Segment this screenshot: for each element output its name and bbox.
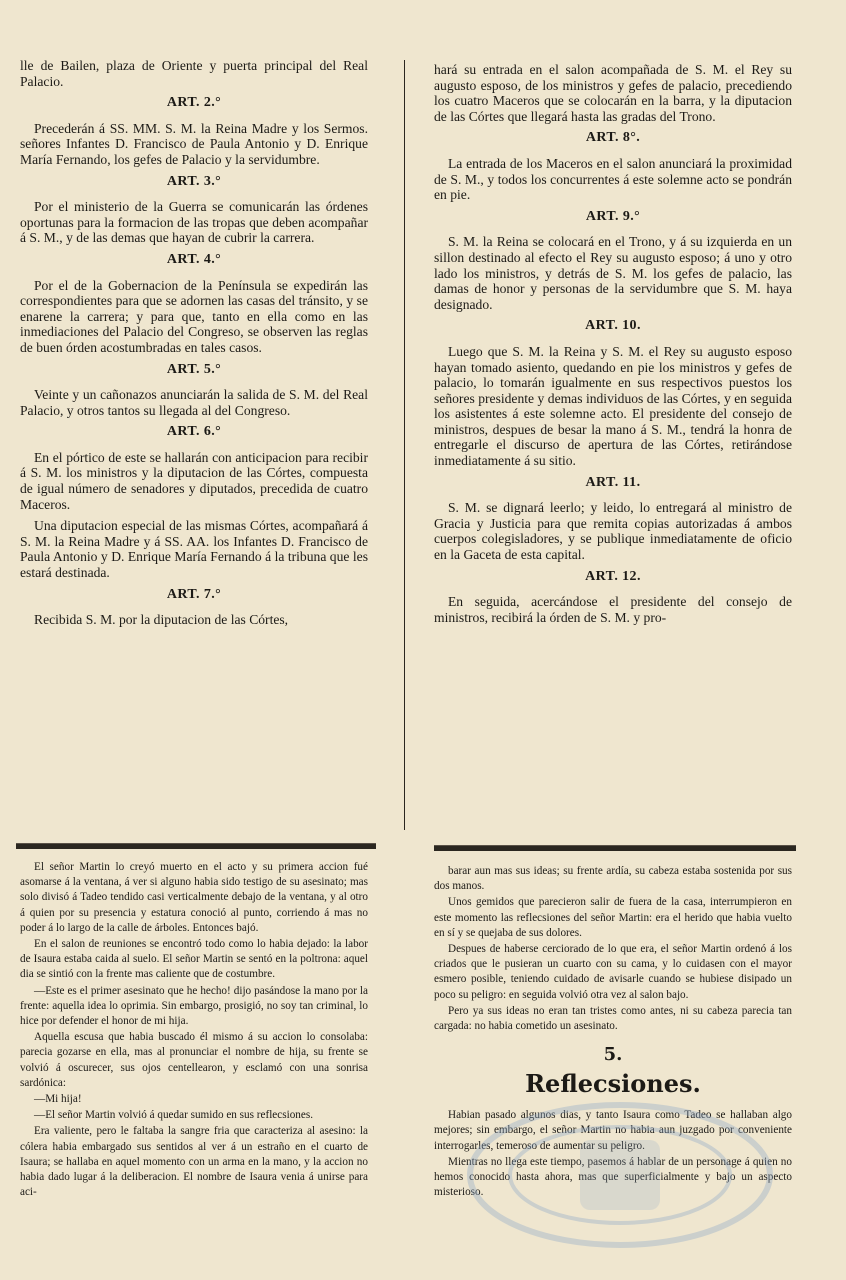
serial-paragraph: Aquella escusa que habia buscado él mismo á su accion lo consolaba: parecia gozarse en ella, mas al pronunciar el nombre de hija, su frente se volvió á oscurecer, sus ojos centellearon, y esclamó con una sonrisa sardónica: [20, 1031, 368, 1089]
decree-right-column [434, 62, 792, 631]
chapter-title: Reflecsiones. [525, 1069, 701, 1099]
serial-paragraph: —El señor Martin volvió á quedar sumido en sus reflecsiones. [34, 1109, 314, 1122]
decree-paragraph: Por el de la Gobernacion de la Península se expedirán las correspondientes para que se adornen las casas del tránsito, y se enarene la carrera; y para que, tanto en ella como en las inmediaciones del Palacio del Congreso, se observen las reglas de buen órden acostumbradas en tales casos. [20, 277, 368, 355]
decree-paragraph: En el pórtico de este se hallarán con anticipacion para recibir á S. M. los ministros y la diputacion de las Córtes, compuesta de igual número de senadores y diputados, precedida de cuatro Maceros. [20, 449, 368, 512]
serial-right-column [434, 864, 792, 1201]
serial-paragraph: Habian pasado algunos dias, y tanto Isaura como Tadeo se hallaban algo mejores; sin embargo, el señor Martin no habia aun juzgado por conveniente interrogarles, temeroso de aumentar su peligro. [434, 1109, 792, 1152]
decree-paragraph: La entrada de los Maceros en el salon anunciará la proximidad de S. M., y todos los concurrentes á este solemne acto se pondrán en pie. [434, 155, 792, 203]
article-heading: ART. 4.° [166, 251, 222, 267]
decree-paragraph: En seguida, acercándose el presidente del consejo de ministros, recibirá la órden de S. M. y pro- [434, 594, 792, 625]
decree-paragraph: Veinte y un cañonazos anunciarán la salida de S. M. del Real Palacio, y otros tantos su llegada al del Congreso. [20, 387, 368, 418]
decree-paragraph: Por el ministerio de la Guerra se comunicarán las órdenes oportunas para la formacion de las tropas que deben acompañar á S. M., y de las demas que hayan de cubrir la carrera. [20, 199, 368, 246]
serial-paragraph: Pero ya sus ideas no eran tan tristes como antes, ni su cabeza parecia tan cargada: no habia cometido un asesinato. [434, 1004, 792, 1033]
decree-paragraph: Precederán á SS. MM. S. M. la Reina Madre y los Sermos. señores Infantes D. Francisco de Paula Antonio y D. Enrique María Fernando, los gefes de Palacio y la servidumbre. [20, 120, 368, 167]
decree-paragraph: hará su entrada en el salon acompañada de S. M. el Rey su augusto esposo, de los ministros y gefes de palacio, precediendo los cuatro Maceros que se colocarán en la barra, y la diputacion de las Córtes que llegará hasta las gradas del Trono. [434, 62, 792, 124]
article-heading: ART. 3.° [166, 173, 222, 189]
article-heading: ART. 10. [585, 318, 641, 334]
article-heading: ART. 6.° [166, 424, 222, 440]
article-heading: ART. 9.° [585, 208, 641, 224]
decree-left-column [20, 58, 368, 634]
section-divider [434, 845, 796, 851]
decree-paragraph: Una diputacion especial de las mismas Córtes, acompañará á S. M. la Reina Madre y á SS. AA. los Infantes D. Francisco de Paula Antonio y D. Enrique María Fernando á la tribuna que les estará destinada. [20, 518, 368, 581]
article-heading: ART. 7.° [166, 586, 222, 602]
serial-paragraph: —Este es el primer asesinato que he hecho! dijo pasándose la mano por la frente: aquella idea lo oprimia. Sin embargo, prosigió, no soy tan criminal, lo hice por defender el honor de mi hija. [20, 984, 368, 1028]
serial-paragraph: —Mi hija! [34, 1093, 82, 1106]
article-heading: ART. 2.° [166, 95, 222, 111]
decree-paragraph: Luego que S. M. la Reina y S. M. el Rey su augusto esposo hayan tomado asiento, quedando en pie los ministros y gefes de palacio, lo tomarán igualmente en sus respectivos puestos los señores presidente y demas individuos de las Córtes, y en seguida los asistentes á este solemne acto. El presidente del consejo de ministros, despues de besar la mano á S. M., tendrá la honra de entregarle el discurso de apertura de las Córtes, retirándose inmediatamente á su sitio. [434, 343, 792, 469]
serial-paragraph: barar aun mas sus ideas; su frente ardía, su cabeza estaba sostenida por sus dos manos. [434, 865, 792, 893]
chapter-number: 5. [603, 1044, 623, 1066]
serial-left-column [20, 860, 368, 1201]
article-heading: ART. 5.° [166, 361, 222, 377]
column-divider [404, 60, 405, 830]
serial-paragraph: En el salon de reuniones se encontró todo como lo habia dejado: la labor de Isaura estaba caida al suelo. El señor Martin se sentó en la poltrona: aquel dia se sintió con la frente mas caliente que de costumbre. [20, 938, 368, 981]
decree-paragraph: Recibida S. M. por la diputacion de las Córtes, [34, 612, 289, 628]
article-heading: ART. 11. [585, 474, 641, 490]
article-heading: ART. 12. [585, 568, 641, 584]
serial-paragraph: Unos gemidos que parecieron salir de fuera de la casa, interrumpieron en este momento las reflecsiones del señor Martin: era el herido que habia vuelto en sí y se quejaba de sus dolores. [434, 896, 792, 939]
serial-paragraph: Despues de haberse cerciorado de lo que era, el señor Martin ordenó á los criados que le pusieran un cuarto con su cama, y lo cuidasen con el mayor esmero posible, teniendo cuidado de avisarle cuando se hubiese disipado un poco su peligro: en seguida volvió otra vez al salon bajo. [434, 943, 792, 1001]
section-divider [16, 843, 376, 849]
serial-paragraph: El señor Martin lo creyó muerto en el acto y su primera accion fué asomarse á la ventana, á ver si alguno habia sido testigo de su asesinato; mas solo divisó á Tadeo tendido casi verticalmente debajo de la ventana, y al otro á quien por su presencia y estatura conoció al punto, corriendo á mas no poder á lo largo de la calle de árboles. Entonces bajó. [20, 861, 368, 934]
decree-paragraph: S. M. se dignará leerlo; y leido, lo entregará al ministro de Gracia y Justicia para que remita copias autorizadas á ambos cuerpos colegisladores, y se publique inmediatamente de oficio en la Gaceta de esta capital. [434, 500, 792, 563]
serial-paragraph: Era valiente, pero le faltaba la sangre fria que caracteriza al asesino: la cólera habia embargado sus sentidos al ver á un estraño en el cuarto de Isaura; se hallaba en aquel momento con un arma en la mano, y la accion no habia dado lugar á la deliberacion. El nombre de Isaura venia á unirse para aci- [20, 1125, 368, 1199]
article-heading: ART. 8°. [585, 130, 641, 146]
decree-paragraph: lle de Bailen, plaza de Oriente y puerta principal del Real Palacio. [20, 58, 368, 89]
decree-paragraph: S. M. la Reina se colocará en el Trono, y á su izquierda en un sillon destinado al efecto el Rey su augusto esposo; á uno y otro lado los ministros, y detrás de S. M. los gefes de palacio, las damas de honor y personas de la servidumbre que S. M. haya designado. [434, 234, 792, 312]
serial-paragraph: Mientras no llega este tiempo, pasemos á hablar de un personage á quien no hemos conocido hasta ahora, mas que superficialmente y bajo un aspecto misterioso. [434, 1155, 792, 1199]
